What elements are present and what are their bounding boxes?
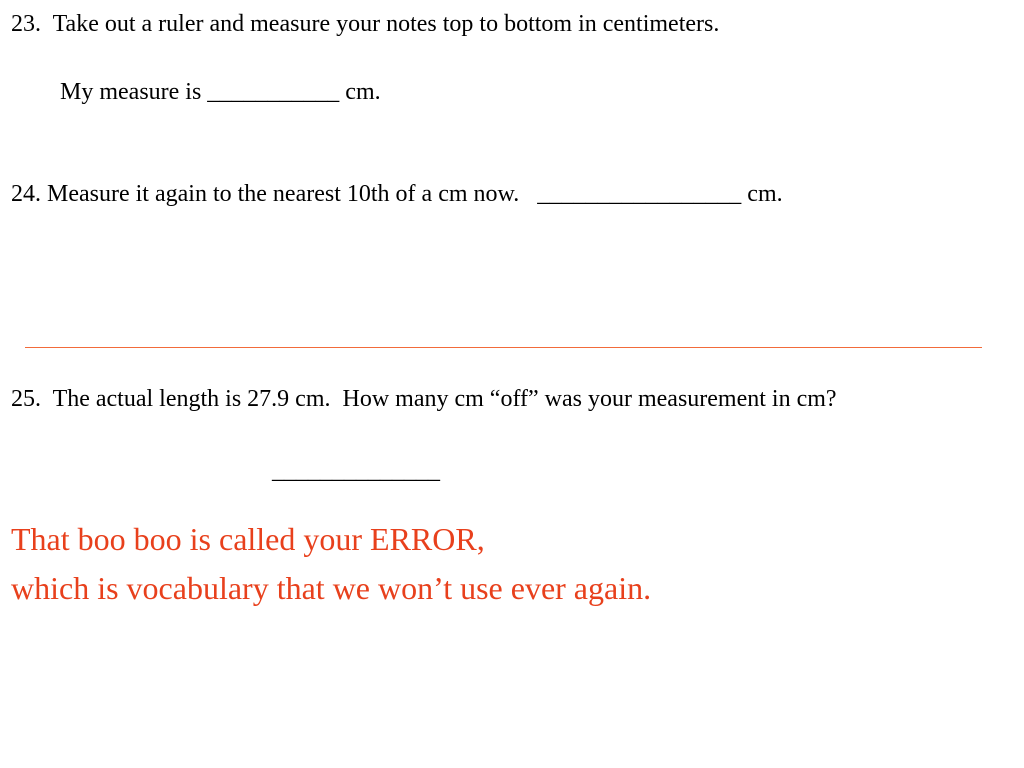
section-divider [25, 347, 982, 348]
error-note-line-2: which is vocabulary that we won’t use ever again. [11, 570, 652, 606]
question-25-answer-blank: ______________ [272, 458, 440, 484]
question-23-answer-line: My measure is ___________ cm. [60, 79, 381, 105]
question-25-prompt: 25. The actual length is 27.9 cm. How many cm “off” was your measurement in cm? [11, 386, 837, 412]
question-23-prompt: 23. Take out a ruler and measure your notes top to bottom in centimeters. [11, 11, 720, 37]
error-note-line-1: That boo boo is called your ERROR, [11, 521, 485, 557]
question-24-prompt: 24. Measure it again to the nearest 10th of a cm now. _________________ cm. [11, 181, 783, 207]
